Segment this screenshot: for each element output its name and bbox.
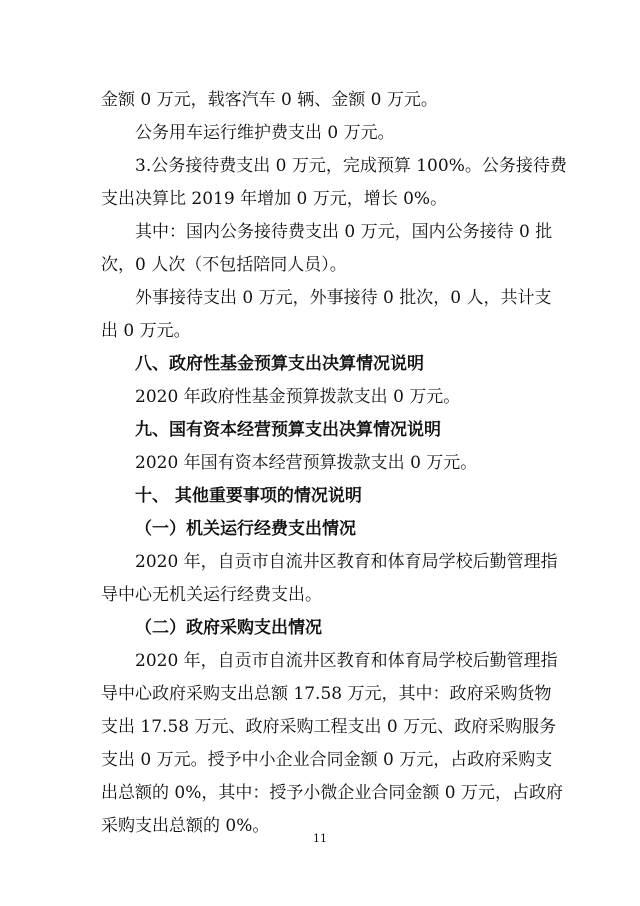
body-line: 2020 年，自贡市自流井区教育和体育局学校后勤管理指 [135, 651, 558, 671]
page-number: 11 [313, 832, 327, 845]
body-line: 出 0 万元。 [101, 321, 191, 341]
subsection-heading: （二）政府采购支出情况 [135, 618, 322, 638]
body-line: 导中心无机关运行经费支出。 [101, 585, 322, 605]
body-line: 外事接待支出 0 万元，外事接待 0 批次，0 人，共计支 [135, 288, 552, 308]
section-heading: 十、 其他重要事项的情况说明 [135, 486, 362, 506]
body-line: 次，0 人次（不包括陪同人员）。 [101, 255, 347, 275]
body-line: 出总额的 0%，其中：授予小微企业合同金额 0 万元，占政府 [101, 783, 563, 803]
section-heading: 八、政府性基金预算支出决算情况说明 [135, 354, 424, 374]
body-line: 3.公务接待费支出 0 万元，完成预算 100%。公务接待费 [135, 156, 567, 176]
body-line: 支出 17.58 万元、政府采购工程支出 0 万元、政府采购服务 [101, 717, 557, 737]
section-heading: 九、国有资本经营预算支出决算情况说明 [135, 420, 441, 440]
body-line: 2020 年政府性基金预算拨款支出 0 万元。 [135, 387, 461, 407]
body-line: 支出 0 万元。授予中小企业合同金额 0 万元，占政府采购支 [101, 750, 553, 770]
body-line: 2020 年，自贡市自流井区教育和体育局学校后勤管理指 [135, 552, 558, 572]
body-line: 2020 年国有资本经营预算拨款支出 0 万元。 [135, 453, 478, 473]
body-line: 公务用车运行维护费支出 0 万元。 [135, 123, 395, 143]
subsection-heading: （一）机关运行经费支出情况 [135, 519, 356, 539]
body-line: 金额 0 万元，载客汽车 0 辆、金额 0 万元。 [101, 90, 438, 110]
body-line: 其中：国内公务接待费支出 0 万元，国内公务接待 0 批 [135, 222, 553, 242]
body-line: 采购支出总额的 0%。 [101, 816, 270, 836]
body-line: 导中心政府采购支出总额 17.58 万元，其中：政府采购货物 [101, 684, 552, 704]
body-line: 支出决算比 2019 年增加 0 万元，增长 0%。 [101, 189, 448, 209]
